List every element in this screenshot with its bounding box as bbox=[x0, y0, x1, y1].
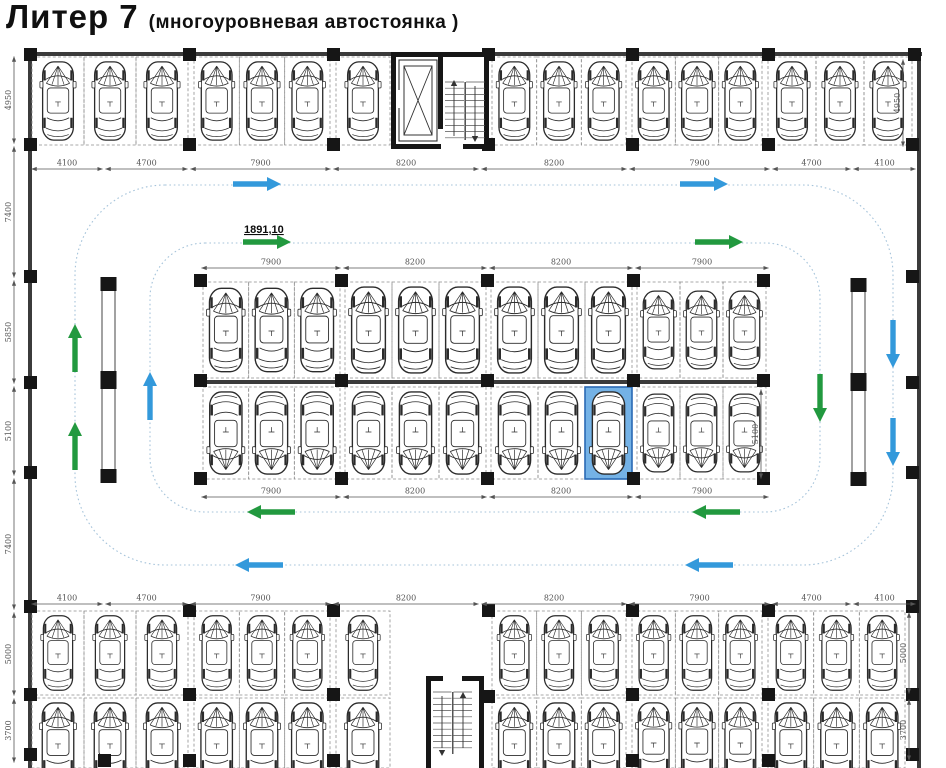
car bbox=[253, 392, 291, 474]
dimension-label: 8200 bbox=[550, 486, 572, 496]
dimension-label: 4100 bbox=[874, 593, 895, 603]
car bbox=[346, 616, 380, 690]
column bbox=[762, 688, 775, 701]
dimension-label: 4950 bbox=[893, 92, 902, 114]
dimension-label: 8200 bbox=[404, 257, 426, 267]
core-wall bbox=[463, 144, 489, 149]
column bbox=[327, 754, 340, 767]
car bbox=[585, 703, 622, 768]
plan-title-sub: (многоуровневая автостоянка ) bbox=[148, 12, 459, 33]
car bbox=[144, 62, 180, 140]
column bbox=[327, 688, 340, 701]
car bbox=[145, 616, 179, 690]
column bbox=[906, 466, 919, 479]
dimension-label: 4100 bbox=[874, 158, 895, 168]
dimension-label: 5000 bbox=[899, 642, 908, 664]
car bbox=[822, 62, 858, 140]
car bbox=[641, 394, 677, 472]
dimension-label: 7900 bbox=[691, 257, 713, 267]
dimension-label: 4950 bbox=[4, 89, 13, 111]
column bbox=[183, 604, 196, 617]
column bbox=[906, 138, 919, 151]
dimension-label: 5850 bbox=[4, 321, 13, 343]
area-label: 1891,10 bbox=[244, 224, 284, 236]
core-wall bbox=[438, 57, 443, 129]
car bbox=[198, 703, 235, 768]
car bbox=[244, 62, 280, 140]
car bbox=[497, 616, 531, 690]
car bbox=[289, 703, 326, 768]
dimension-label: 4700 bbox=[136, 158, 157, 168]
column bbox=[481, 274, 494, 287]
dimension-label: 4100 bbox=[56, 593, 78, 603]
car bbox=[543, 392, 581, 474]
column bbox=[906, 270, 919, 283]
car bbox=[774, 616, 808, 690]
car bbox=[589, 287, 629, 373]
car bbox=[495, 287, 535, 373]
car bbox=[443, 287, 483, 373]
car bbox=[542, 287, 582, 373]
core-wall bbox=[391, 144, 441, 149]
column bbox=[627, 374, 640, 387]
car bbox=[684, 291, 720, 369]
car bbox=[39, 703, 76, 768]
car bbox=[865, 616, 899, 690]
core-wall bbox=[391, 52, 489, 57]
car bbox=[586, 616, 620, 690]
ramp-wall-cap bbox=[851, 278, 867, 292]
flow-arrow-down-green bbox=[813, 374, 827, 422]
plan-title-main: Литер 7 bbox=[6, 0, 139, 35]
column bbox=[762, 754, 775, 767]
car bbox=[40, 62, 76, 140]
car bbox=[722, 62, 758, 140]
car bbox=[245, 616, 279, 690]
column bbox=[327, 138, 340, 151]
column bbox=[481, 472, 494, 485]
dimension-label: 8200 bbox=[543, 593, 565, 603]
dimension-label: 7900 bbox=[250, 593, 271, 603]
dimension-label: 7900 bbox=[691, 486, 713, 496]
car bbox=[679, 703, 715, 768]
column bbox=[906, 600, 919, 613]
flow-arrow-up-blue bbox=[143, 372, 157, 420]
column bbox=[762, 138, 775, 151]
car bbox=[397, 392, 435, 474]
flow-arrow-down-blue bbox=[886, 418, 900, 466]
core-wall bbox=[426, 676, 443, 681]
column bbox=[626, 688, 639, 701]
car bbox=[586, 62, 622, 140]
ramp-wall-cap bbox=[851, 373, 867, 391]
car bbox=[496, 62, 532, 140]
car bbox=[207, 392, 245, 474]
column bbox=[24, 376, 37, 389]
car bbox=[540, 703, 577, 768]
car bbox=[290, 616, 324, 690]
car bbox=[349, 287, 389, 373]
column bbox=[627, 472, 640, 485]
flow-arrow-left-green bbox=[692, 505, 740, 519]
flow-arrow-left-green bbox=[247, 505, 295, 519]
car bbox=[679, 62, 715, 140]
car bbox=[723, 616, 757, 690]
car bbox=[684, 394, 720, 472]
flow-arrow-right-green bbox=[243, 235, 291, 249]
core-wall bbox=[426, 676, 431, 768]
car bbox=[345, 62, 381, 140]
car bbox=[199, 616, 233, 690]
dimension-label: 7400 bbox=[4, 201, 13, 223]
column bbox=[481, 374, 494, 387]
column bbox=[194, 274, 207, 287]
car bbox=[207, 288, 245, 371]
dimension-label: 7900 bbox=[260, 486, 282, 496]
column bbox=[24, 688, 37, 701]
dimension-label: 7900 bbox=[689, 158, 710, 168]
car bbox=[143, 703, 180, 768]
dimension-label: 8200 bbox=[543, 158, 565, 168]
car bbox=[289, 62, 325, 140]
column bbox=[626, 754, 639, 767]
car bbox=[680, 616, 714, 690]
car bbox=[396, 287, 436, 373]
column bbox=[194, 374, 207, 387]
dimension-label: 8200 bbox=[395, 593, 417, 603]
dimension-label: 3700 bbox=[899, 719, 908, 741]
wall bbox=[28, 52, 32, 768]
car bbox=[344, 703, 381, 768]
column bbox=[757, 374, 770, 387]
dimension-label: 3700 bbox=[4, 720, 13, 741]
column bbox=[906, 748, 919, 761]
car bbox=[636, 703, 672, 768]
dimension-label: 5000 bbox=[4, 643, 13, 665]
car bbox=[772, 703, 809, 768]
dimension-label: 8200 bbox=[404, 486, 426, 496]
flow-arrow-right-blue bbox=[680, 177, 728, 191]
car bbox=[350, 392, 388, 474]
car bbox=[298, 288, 336, 371]
flow-arrow-down-blue bbox=[886, 320, 900, 368]
flow-arrow-up-green bbox=[68, 422, 82, 470]
flow-arrow-right-blue bbox=[233, 177, 281, 191]
column bbox=[762, 604, 775, 617]
car bbox=[818, 703, 855, 768]
stair-stringer bbox=[464, 82, 466, 140]
core-wall bbox=[462, 676, 484, 681]
wall bbox=[917, 52, 921, 768]
column bbox=[183, 48, 196, 61]
column bbox=[183, 688, 196, 701]
car bbox=[496, 392, 534, 474]
car bbox=[252, 288, 290, 371]
dimension-label: 4700 bbox=[136, 593, 157, 603]
car bbox=[864, 703, 901, 768]
car bbox=[298, 392, 336, 474]
plan-title bbox=[6, 0, 459, 36]
flow-arrow-right-green bbox=[695, 235, 743, 249]
core-wall bbox=[479, 676, 484, 768]
column bbox=[757, 274, 770, 287]
car bbox=[243, 703, 280, 768]
column bbox=[626, 48, 639, 61]
dimension-label: 7400 bbox=[4, 533, 13, 555]
dimension-label: 4100 bbox=[56, 158, 78, 168]
column bbox=[24, 748, 37, 761]
column bbox=[335, 374, 348, 387]
car bbox=[636, 616, 670, 690]
column bbox=[626, 604, 639, 617]
column bbox=[24, 270, 37, 283]
column bbox=[24, 138, 37, 151]
car bbox=[819, 616, 853, 690]
column bbox=[626, 138, 639, 151]
car bbox=[496, 703, 533, 768]
car bbox=[92, 62, 128, 140]
dimension-label: 5100 bbox=[751, 423, 760, 445]
ramp-wall-cap bbox=[101, 277, 117, 291]
column bbox=[762, 48, 775, 61]
dimension-label: 4700 bbox=[801, 158, 822, 168]
car bbox=[641, 291, 677, 369]
flow-arrow-left-blue bbox=[235, 558, 283, 572]
column bbox=[335, 472, 348, 485]
column bbox=[183, 138, 196, 151]
car bbox=[41, 616, 75, 690]
ramp-wall-cap bbox=[101, 469, 117, 483]
column bbox=[24, 48, 37, 61]
car bbox=[199, 62, 235, 140]
elevator-door bbox=[398, 90, 401, 108]
car bbox=[774, 62, 810, 140]
column bbox=[757, 472, 770, 485]
car bbox=[590, 392, 628, 474]
column bbox=[98, 754, 111, 767]
dimension-label: 8200 bbox=[550, 257, 572, 267]
flow-arrow-left-blue bbox=[685, 558, 733, 572]
car bbox=[727, 291, 763, 369]
column bbox=[183, 754, 196, 767]
ramp-wall-cap bbox=[101, 371, 117, 389]
car bbox=[722, 703, 758, 768]
column bbox=[908, 48, 921, 61]
column bbox=[327, 48, 340, 61]
car bbox=[636, 62, 672, 140]
car bbox=[541, 62, 577, 140]
dimension-label: 7900 bbox=[250, 158, 271, 168]
column bbox=[194, 472, 207, 485]
column bbox=[327, 604, 340, 617]
stair-stringer bbox=[452, 692, 454, 754]
dimension-label: 4700 bbox=[801, 593, 822, 603]
column bbox=[24, 466, 37, 479]
column bbox=[482, 604, 495, 617]
dimension-label: 5100 bbox=[4, 420, 13, 442]
column bbox=[24, 600, 37, 613]
car bbox=[444, 392, 482, 474]
car bbox=[542, 616, 576, 690]
stair-core bbox=[426, 676, 484, 768]
dimension-label: 7900 bbox=[260, 257, 282, 267]
column bbox=[627, 274, 640, 287]
column bbox=[906, 376, 919, 389]
column bbox=[906, 688, 919, 701]
dimension-label: 7900 bbox=[689, 593, 710, 603]
dimension-label: 8200 bbox=[395, 158, 417, 168]
core-wall bbox=[391, 52, 396, 149]
flow-arrow-up-green bbox=[68, 324, 82, 372]
car bbox=[93, 616, 127, 690]
ramp-wall-cap bbox=[851, 472, 867, 486]
column bbox=[335, 274, 348, 287]
